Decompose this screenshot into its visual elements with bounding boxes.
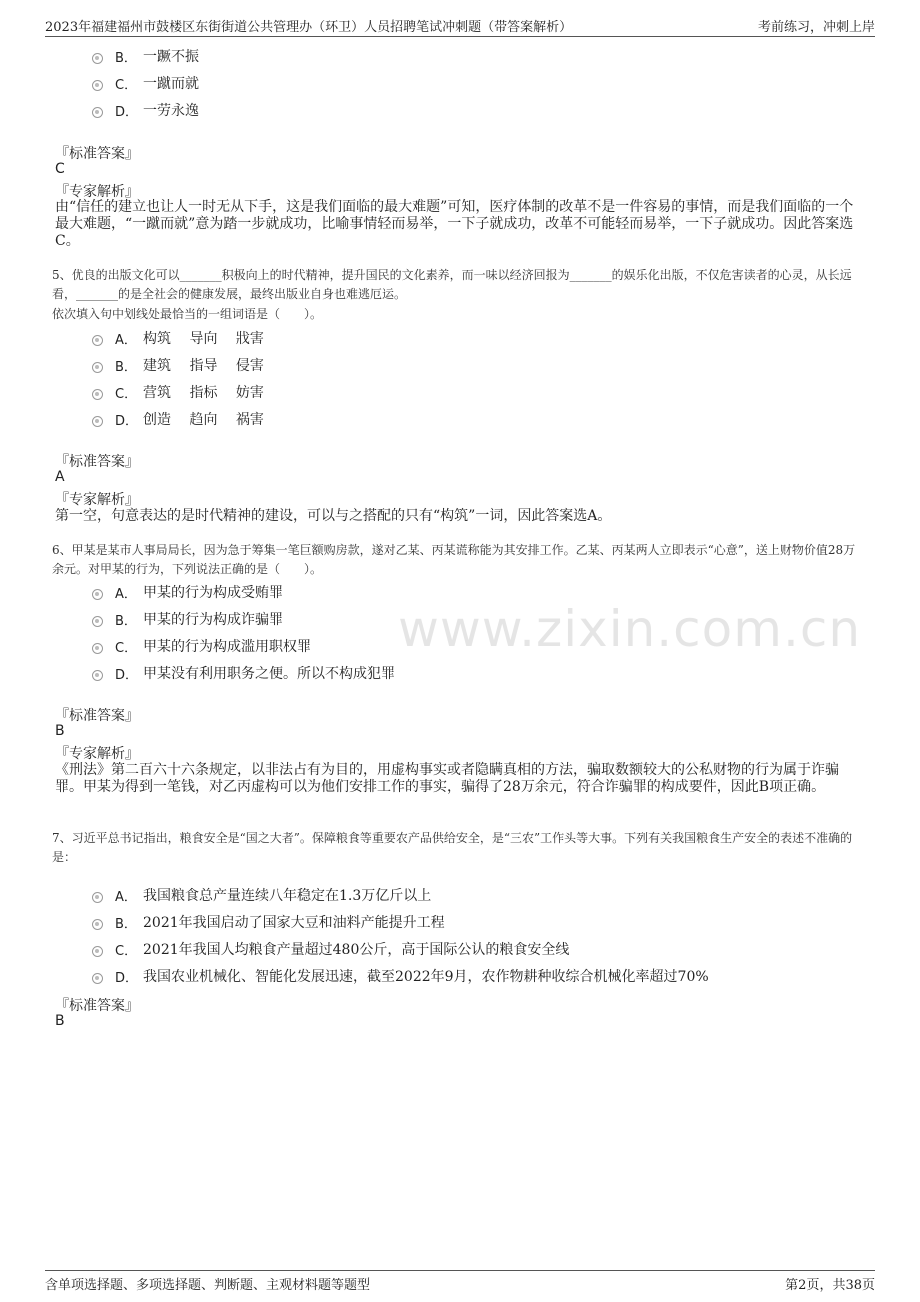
q6-answer-label: 『标准答案』 bbox=[55, 708, 139, 724]
q5-option-c[interactable]: C． 营筑 指标 妨害 bbox=[92, 381, 264, 403]
q6-option-d[interactable]: D． 甲某没有利用职务之便。所以不构成犯罪 bbox=[92, 662, 395, 684]
q4-answer: C bbox=[55, 161, 65, 177]
q4-analysis-label: 『专家解析』 bbox=[55, 184, 139, 200]
document-title: 2023年福建福州市鼓楼区东街街道公共管理办（环卫）人员招聘笔试冲刺题（带答案解析） bbox=[45, 20, 573, 35]
q5-instruction: 依次填入句中划线处最恰当的一组词语是（ ）。 bbox=[52, 307, 323, 321]
q7-answer-label: 『标准答案』 bbox=[55, 998, 139, 1014]
radio-icon[interactable] bbox=[92, 416, 103, 427]
footer-question-types: 含单项选择题、多项选择题、判断题、主观材料题等题型 bbox=[45, 1278, 371, 1293]
radio-icon[interactable] bbox=[92, 919, 103, 930]
q4-option-c[interactable]: C． 一蹴而就 bbox=[92, 72, 199, 94]
q7-option-a[interactable]: A． 我国粮食总产量连续八年稳定在1.3万亿斤以上 bbox=[92, 884, 431, 906]
q7-stem: 7、习近平总书记指出，粮食安全是“国之大者”。保障粮食等重要农产品供给安全，是“三农”工作头等大事。下列有关我国粮食生产安全的表述不准确的是： bbox=[52, 831, 853, 864]
page-footer bbox=[45, 1270, 875, 1293]
radio-icon[interactable] bbox=[92, 335, 103, 346]
page-header bbox=[45, 14, 875, 37]
radio-icon[interactable] bbox=[92, 946, 103, 957]
q4-option-d[interactable]: D． 一劳永逸 bbox=[92, 99, 199, 121]
q4-answer-label: 『标准答案』 bbox=[55, 146, 139, 162]
q5-analysis-label: 『专家解析』 bbox=[55, 492, 139, 508]
radio-icon[interactable] bbox=[92, 670, 103, 681]
radio-icon[interactable] bbox=[92, 892, 103, 903]
q7-answer: B bbox=[55, 1013, 65, 1029]
q6-option-c[interactable]: C． 甲某的行为构成滥用职权罪 bbox=[92, 635, 311, 657]
q7-option-b[interactable]: B． 2021年我国启动了国家大豆和油料产能提升工程 bbox=[92, 911, 445, 933]
q5-answer-label: 『标准答案』 bbox=[55, 454, 139, 470]
q6-stem: 6、甲某是某市人事局局长，因为急于筹集一笔巨额购房款，遂对乙某、丙某谎称能为其安排工作。乙某、丙某两人立即表示“心意”，送上财物价值28万余元。对甲某的行为，下列说法正确的是（ ）。 bbox=[52, 543, 856, 576]
q7-option-d[interactable]: D． 我国农业机械化、智能化发展迅速，截至2022年9月，农作物耕种收综合机械化率超过70% bbox=[92, 965, 709, 987]
radio-icon[interactable] bbox=[92, 616, 103, 627]
q6-analysis: 《刑法》第二百六十六条规定，以非法占有为目的，用虚构事实或者隐瞒真相的方法，骗取数额较大的公私财物的行为属于诈骗罪。甲某为得到一笔钱，对乙丙虚构可以为他们安排工作的事实，骗得了28万余元，符合诈骗罪的构成要件，因此B项正确。 bbox=[55, 762, 839, 795]
q4-option-b[interactable]: B． 一蹶不振 bbox=[92, 45, 199, 67]
q6-answer: B bbox=[55, 723, 65, 739]
q5-answer: A bbox=[55, 469, 65, 485]
radio-icon[interactable] bbox=[92, 107, 103, 118]
radio-icon[interactable] bbox=[92, 973, 103, 984]
q5-option-d[interactable]: D． 创造 趋向 祸害 bbox=[92, 408, 264, 430]
q5-option-a[interactable]: A． 构筑 导向 戕害 bbox=[92, 327, 264, 349]
q5-stem: 5、优良的出版文化可以_______积极向上的时代精神，提升国民的文化素养，而一味以经济回报为_______的娱乐化出版，不仅危害读者的心灵，从长远看，_______的是全社会的健康发展，最终出版业自身也难逃厄运。 bbox=[52, 268, 852, 301]
page-number: 第2页，共38页 bbox=[785, 1278, 875, 1293]
watermark: www.zixin.com.cn bbox=[398, 600, 862, 658]
radio-icon[interactable] bbox=[92, 389, 103, 400]
q6-option-b[interactable]: B． 甲某的行为构成诈骗罪 bbox=[92, 608, 283, 630]
q5-analysis: 第一空，句意表达的是时代精神的建设，可以与之搭配的只有“构筑”一词，因此答案选A。 bbox=[55, 508, 612, 524]
header-slogan: 考前练习，冲刺上岸 bbox=[757, 20, 875, 35]
radio-icon[interactable] bbox=[92, 362, 103, 373]
q5-option-b[interactable]: B． 建筑 指导 侵害 bbox=[92, 354, 264, 376]
radio-icon[interactable] bbox=[92, 53, 103, 64]
q4-analysis: 由“信任的建立也让人一时无从下手，这是我们面临的最大难题”可知，医疗体制的改革不是一件容易的事情，而是我们面临的一个最大难题，“一蹴而就”意为踏一步就成功，比喻事情轻而易举，一下子就成功，改革不可能轻而易举，一下子就成功。因此答案选C。 bbox=[55, 199, 854, 249]
radio-icon[interactable] bbox=[92, 643, 103, 654]
q7-option-c[interactable]: C． 2021年我国人均粮食产量超过480公斤，高于国际公认的粮食安全线 bbox=[92, 938, 569, 960]
q6-analysis-label: 『专家解析』 bbox=[55, 746, 139, 762]
radio-icon[interactable] bbox=[92, 80, 103, 91]
radio-icon[interactable] bbox=[92, 589, 103, 600]
q6-option-a[interactable]: A． 甲某的行为构成受贿罪 bbox=[92, 581, 283, 603]
